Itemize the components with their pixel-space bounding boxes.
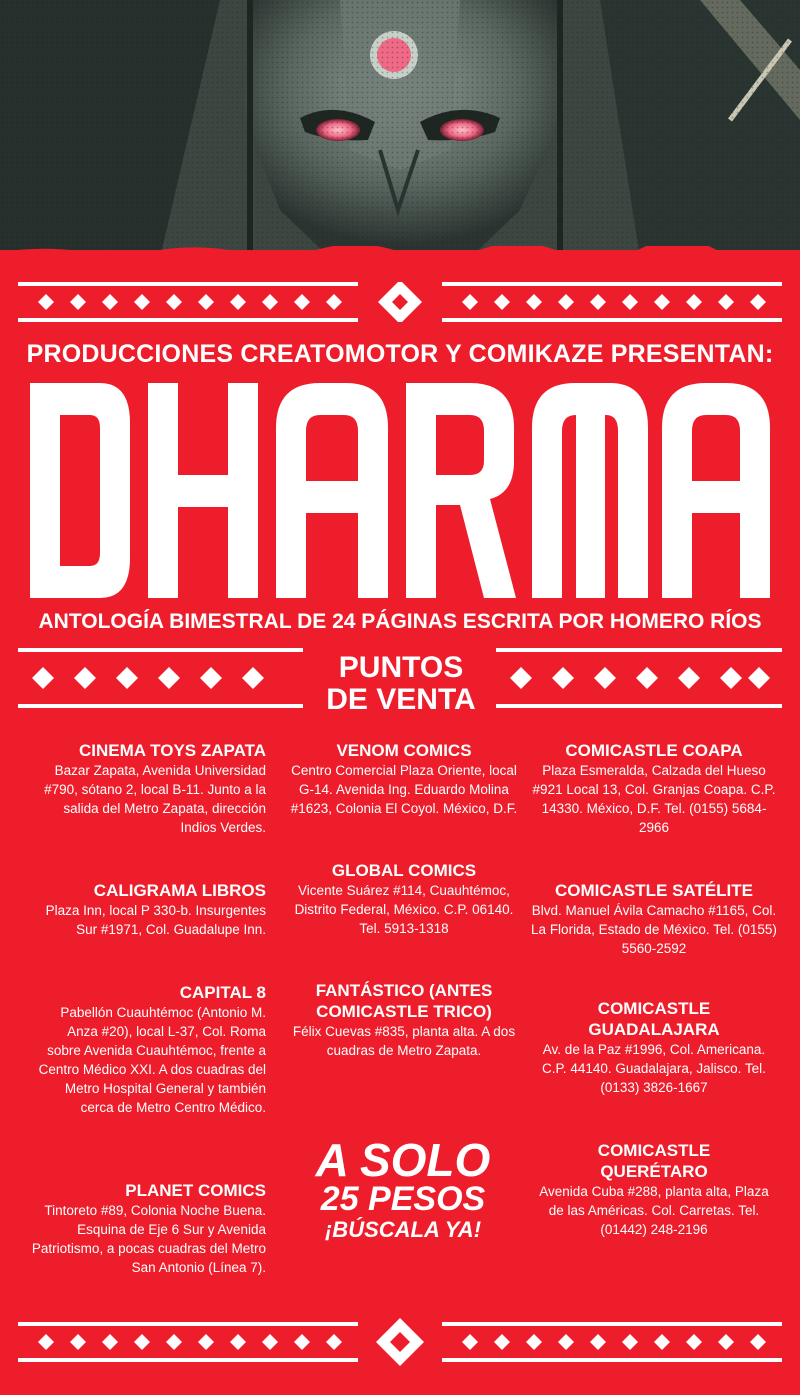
section-title-puntos-de-venta: [318, 652, 484, 716]
store-name: COMICASTLE GUADALAJARA: [588, 999, 720, 1039]
price-line-1: A SOLO: [315, 1134, 491, 1186]
producers-line: PRODUCCIONES CREATOMOTOR Y COMIKAZE PRESENTAN:: [26, 340, 774, 368]
torn-edge: [0, 246, 800, 262]
price-callout: [298, 1134, 508, 1244]
store-address: Félix Cuevas #835, planta alta. A dos cuadras de Metro Zapata.: [292, 1024, 516, 1058]
store-capital-8: [30, 982, 266, 1117]
store-address: Tintoreto #89, Colonia Noche Buena. Esquina de Eje 6 Sur y Avenida Patriotismo, a pocas cuadras del Metro San Antonio (Línea 7).: [31, 1203, 266, 1275]
store-name: VENOM COMICS: [336, 741, 472, 760]
store-venom-comics: [284, 740, 524, 818]
store-global-comics: [284, 860, 524, 938]
store-address: Bazar Zapata, Avenida Universidad #790, sótano 2, local B-11. Junto a la salida del Metro Zapata, dirección Indios Verdes.: [44, 763, 266, 835]
store-comicastle-queretaro: [530, 1140, 778, 1239]
store-name: CINEMA TOYS ZAPATA: [79, 741, 266, 760]
store-address: Vicente Suárez #114, Cuauhtémoc, Distrito Federal, México. C.P. 06140. Tel. 5913-1318: [294, 883, 514, 936]
store-name: CALIGRAMA LIBROS: [93, 881, 266, 900]
store-name: PLANET COMICS: [125, 1181, 266, 1200]
bottom-ornament-border: [18, 1318, 782, 1370]
store-address: Avenida Cuba #288, planta alta, Plaza de las Américas. Col. Carretas. Tel. (01442) 248-2196: [539, 1184, 769, 1237]
store-address: Av. de la Paz #1996, Col. Americana. C.P. 44140. Guadalajara, Jalisco. Tel. (0133) 3826-1667: [542, 1042, 766, 1095]
price-line-3: ¡BÚSCALA YA!: [324, 1217, 482, 1242]
store-name: FANTÁSTICO (ANTES COMICASTLE TRICO): [315, 981, 493, 1021]
store-cinema-toys-zapata: [30, 740, 266, 837]
store-address: Plaza Esmeralda, Calzada del Hueso #921 Local 13, Col. Granjas Coapa. C.P. 14330. México, D.F. Tel. (0155) 5684-2966: [532, 763, 776, 835]
store-address: Pabellón Cuauhtémoc (Antonio M. Anza #20), local L-37, Col. Roma sobre Avenida Cuauhtémoc, frente a Centro Médico XXI. A dos cuadras del Metro Hospital General y también cerca de Metro Centro Médico.: [38, 1005, 266, 1115]
store-address: Blvd. Manuel Ávila Camacho #1165, Col. La Florida, Estado de México. Tel. (0155) 5560-2592: [531, 903, 777, 956]
dharma-logo: [30, 383, 770, 598]
store-planet-comics: [30, 1180, 266, 1277]
robot-face-illustration: [0, 0, 800, 258]
anthology-subtitle: ANTOLOGÍA BIMESTRAL DE 24 PÁGINAS ESCRITA POR HOMERO RÍOS: [38, 610, 762, 633]
store-comicastle-satelite: [530, 880, 778, 958]
store-name: COMICASTLE SATÉLITE: [554, 881, 753, 900]
store-name: CAPITAL 8: [179, 983, 266, 1002]
store-comicastle-guadalajara: [530, 998, 778, 1097]
store-name: GLOBAL COMICS: [331, 861, 477, 880]
store-address: Centro Comercial Plaza Oriente, local G-14. Avenida Ing. Eduardo Molina #1623, Colonia El Coyol. México, D.F.: [290, 763, 518, 816]
section-title-line-2: DE VENTA: [326, 683, 476, 716]
store-address: Plaza Inn, local P 330-b. Insurgentes Sur #1971, Col. Guadalupe Inn.: [45, 903, 266, 937]
store-fantastico: [284, 980, 524, 1060]
store-name: COMICASTLE QUERÉTARO: [597, 1141, 711, 1181]
section-title-line-1: PUNTOS: [338, 651, 464, 684]
top-ornament-border: [18, 282, 782, 322]
store-name: COMICASTLE COAPA: [565, 741, 743, 760]
price-line-2: 25 PESOS: [320, 1180, 486, 1218]
hero-illustration: [0, 0, 800, 258]
store-caligrama-libros: [30, 880, 266, 939]
store-comicastle-coapa: [530, 740, 778, 837]
